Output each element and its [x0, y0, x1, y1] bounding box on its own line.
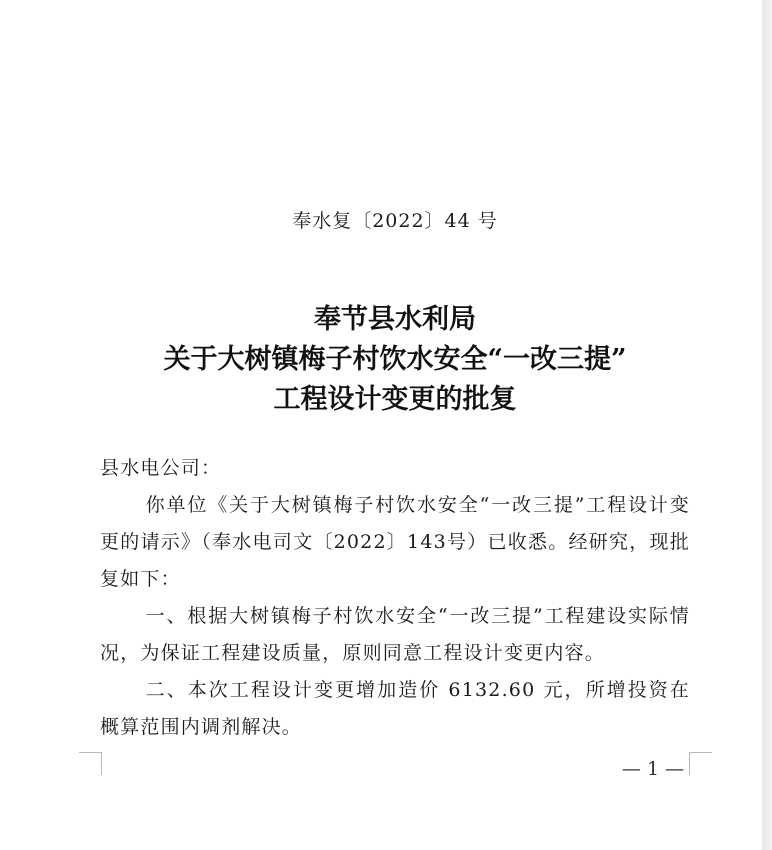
title-line-subject: 关于大树镇梅子村饮水安全“一改三提”	[163, 344, 627, 375]
crop-mark-right	[689, 752, 712, 775]
document-title	[0, 300, 772, 420]
document-number: 奉水复〔2022〕44 号	[292, 210, 498, 232]
body-paragraph: 一、根据大树镇梅子村饮水安全“一改三提”工程建设实际情况，为保证工程建设质量，原则同意工程设计变更内容。	[100, 605, 690, 664]
document-body	[100, 450, 690, 746]
page-edge-shadow	[762, 0, 772, 850]
title-line-issuer: 奉节县水利局	[314, 304, 476, 335]
addressee: 县水电公司：	[100, 457, 222, 479]
title-line-type: 工程设计变更的批复	[273, 384, 517, 415]
body-paragraph: 你单位《关于大树镇梅子村饮水安全“一改三提”工程设计变更的请示》（奉水电司文〔2022〕143号）已收悉。经研究，现批复如下：	[100, 494, 690, 590]
crop-mark-left	[79, 752, 102, 775]
body-paragraph: 二、本次工程设计变更增加造价 6132.60 元，所增投资在概算范围内调剂解决。	[100, 679, 690, 738]
page-number: — 1 —	[621, 758, 685, 780]
